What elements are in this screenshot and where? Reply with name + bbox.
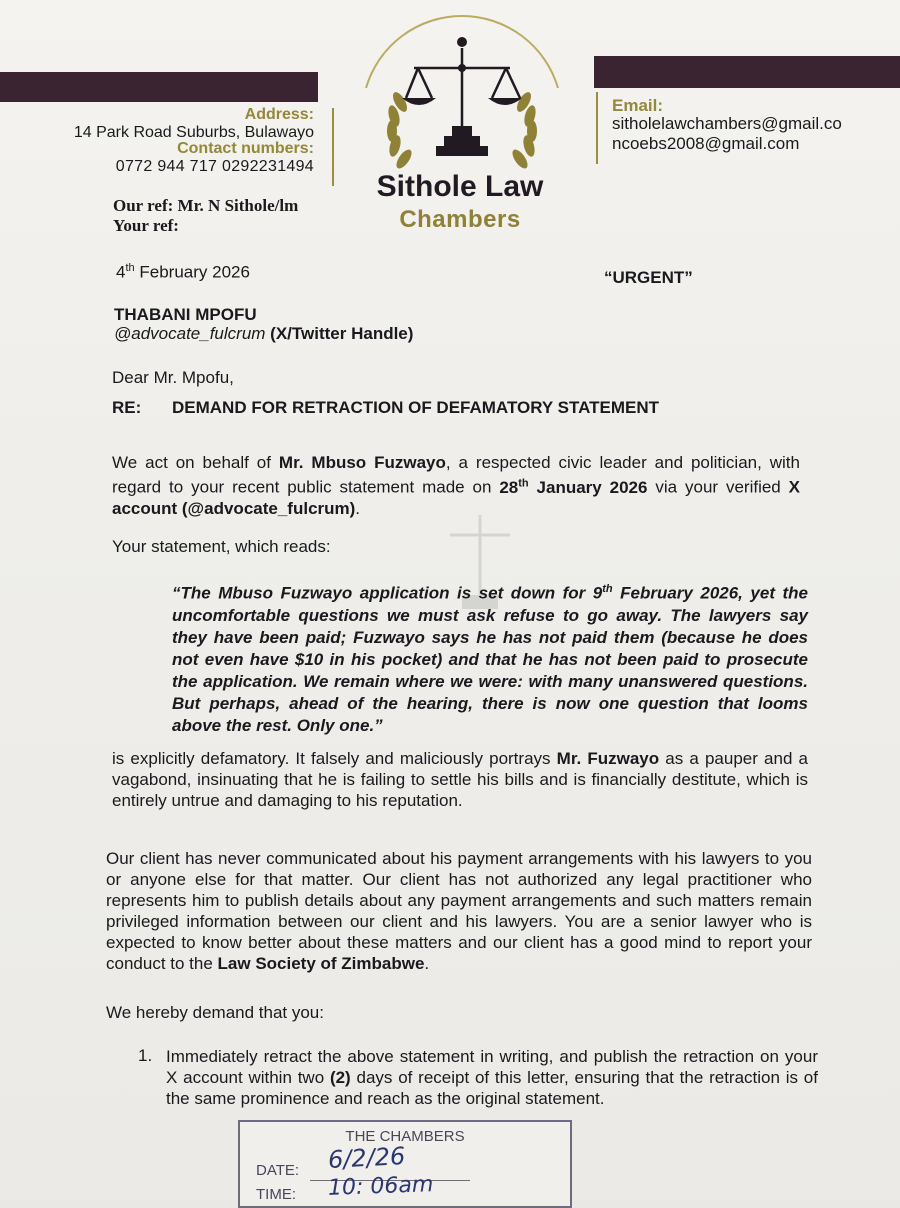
recipient-name: THABANI MPOFU [114, 305, 257, 324]
paragraph-5: We hereby demand that you: [106, 1003, 324, 1022]
received-stamp [238, 1120, 572, 1208]
contact-label: Contact numbers: [177, 140, 314, 157]
paragraph-1: We act on behalf of Mr. Mbuso Fuzwayo, a respected civic leader and politician, with regard to your recent public statement made on 28th January 2026 via your verified X account (@advocate_fulcrum). [112, 453, 801, 518]
email-address-1: sitholelawchambers@gmail.co [612, 114, 842, 133]
firm-name-line-2: Chambers [399, 206, 521, 233]
recipient-handle: @advocate_fulcrum (X/Twitter Handle) [114, 324, 414, 343]
urgent-label: “URGENT” [604, 268, 693, 287]
contact-numbers: 0772 944 717 0292231494 [115, 158, 314, 175]
your-reference: Your ref: [113, 216, 179, 235]
email-label: Email: [612, 96, 664, 115]
salutation: Dear Mr. Mpofu, [112, 368, 234, 387]
re-subject: DEMAND FOR RETRACTION OF DEFAMATORY STATEMENT [172, 398, 660, 417]
stamp-time-label: TIME: [256, 1186, 296, 1203]
stamp-date-value: 6/2/26 [327, 1141, 406, 1175]
paragraph-3: is explicitly defamatory. It falsely and maliciously portrays Mr. Fuzwayo as a pauper and a vagabond, insinuating that he is failing to settle his bills and is financially destitute, which is entirely untrue and damaging to his reputation. [112, 749, 808, 810]
paragraph-4: Our client has never communicated about his payment arrangements with his lawyers to you or anyone else for that matter. Our client has not authorized any legal practitioner who represents him to publish details about any payment arrangements and such matters remain privileged information between our client and his lawyers. You are a senior lawyer who is expected to know better about these matters and our client has a good mind to report your conduct to the Law Society of Zimbabwe. [106, 849, 812, 973]
header-band-right [594, 56, 900, 88]
paragraph-2: Your statement, which reads: [112, 537, 331, 556]
stamp-title: THE CHAMBERS [345, 1128, 465, 1145]
stamp-time-value: 10: 06am [327, 1172, 434, 1201]
scales-of-justice-logo-icon [352, 10, 572, 178]
stamp-date-label: DATE: [256, 1162, 300, 1179]
header-divider-left [332, 108, 334, 186]
address-label: Address: [244, 106, 314, 123]
our-reference: Our ref: Mr. N Sithole/lm [113, 196, 299, 215]
re-label: RE: [112, 398, 142, 417]
demand-item-number: 1. [138, 1046, 153, 1065]
firm-name-line-1: Sithole Law [376, 170, 544, 203]
address-text: 14 Park Road Suburbs, Bulawayo [73, 124, 314, 141]
letter-date: 4th February 2026 [116, 262, 250, 282]
demand-item-1: Immediately retract the above statement in writing, and publish the retraction on your X account within two (2) days of receipt of this letter, ensuring that the retraction is of the same prominence and reach as the original statement. [166, 1047, 818, 1108]
quoted-statement: “The Mbuso Fuzwayo application is set down for 9th February 2026, yet the uncomfortable questions we must ask refuse to go away. The lawyers say they have been paid; Fuzwayo says he has not paid them (because he does not even have $10 in his pocket) and that he has not been paid to prosecute the application. We remain where we were: with many unanswered questions. But perhaps, ahead of the hearing, there is now one question that looms above the rest. Only one.” [172, 583, 808, 735]
email-address-2: ncoebs2008@gmail.com [612, 134, 800, 153]
header-band-left [0, 72, 318, 102]
header-divider-right [596, 92, 598, 164]
